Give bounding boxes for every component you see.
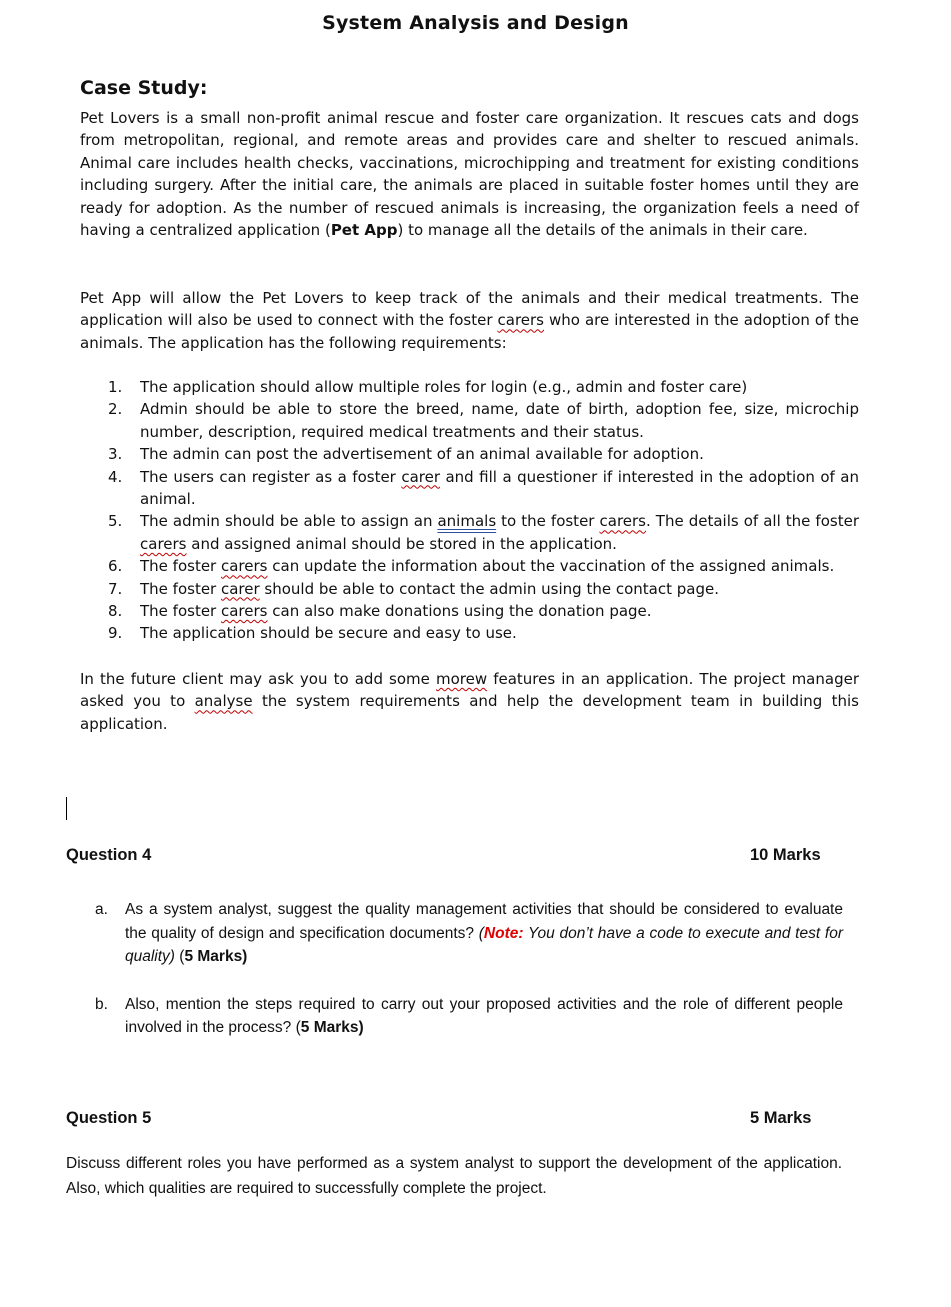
question-4-part-a: a. As a system analyst, suggest the quality management activities that should be considered to evaluate the quality of design and specification documents? (Note: You don’t have a code to execute and test for quality) (5 Marks) <box>95 901 843 965</box>
case-study-paragraph-1: Pet Lovers is a small non-profit animal rescue and foster care organization. It rescues cats and dogs from metropolitan, regional, and remote areas and provides care and shelter to rescued animals. Animal care includes health checks, vaccinations, microchipping and treatment for existing conditions including surgery. After the initial care, the animals are placed in suitable foster homes until they are ready for adoption. As the number of rescued animals is increasing, the organization feels a need of having a centralized application (Pet App) to manage all the details of the animals in their care. <box>80 109 859 240</box>
spellcheck-word[interactable]: carer <box>220 579 260 598</box>
question-5-marks: 5 Marks <box>750 1109 812 1127</box>
spellcheck-word[interactable]: carers <box>220 557 268 576</box>
spellcheck-word[interactable]: carers <box>497 311 544 330</box>
case-study-paragraph-2: Pet App will allow the Pet Lovers to keep track of the animals and their medical treatments. The application will also be used to connect with the foster carers who are interested in the adoption of the animals. The application has the following requirements: <box>80 289 859 352</box>
list-item: 1. The application should allow multiple roles for login (e.g., admin and foster care) <box>108 378 748 396</box>
list-item: 6. The foster carers can update the information about the vaccination of the assigned animals. <box>108 557 835 576</box>
list-item: 4. The users can register as a foster carer and fill a questioner if interested in the adoption of an animal. <box>108 467 859 509</box>
list-item: 8. The foster carers can also make donations using the donation page. <box>108 602 652 621</box>
question-4-label: Question 4 <box>66 846 152 864</box>
list-item: 3. The admin can post the advertisement of an animal available for adoption. <box>108 445 704 464</box>
document-title: System Analysis and Design <box>322 12 629 34</box>
future-paragraph: In the future client may ask you to add some morew features in an application. The project manager asked you to analyse the system requirements and help the development team in building this application. <box>80 670 859 733</box>
pet-app-bold: Pet App <box>330 221 398 240</box>
case-study-heading: Case Study: <box>80 77 208 99</box>
text-cursor <box>66 797 67 820</box>
question-4-part-b: b. Also, mention the steps required to carry out your proposed activities and the role of different people involved in the process? (5 Marks) <box>95 995 843 1036</box>
question-5-label: Question 5 <box>66 1109 152 1127</box>
spellcheck-word[interactable]: carer <box>401 467 440 486</box>
spellcheck-word[interactable]: carers <box>220 602 268 621</box>
list-item: 9. The application should be secure and easy to use. <box>108 624 517 643</box>
spellcheck-word[interactable]: carers <box>140 534 187 553</box>
note-label: Note: <box>483 924 524 942</box>
spellcheck-word[interactable]: carers <box>599 512 646 531</box>
list-item: 2. Admin should be able to store the breed, name, date of birth, adoption fee, size, microchip number, description, required medical treatments and their status. <box>108 400 859 441</box>
list-item: 7. The foster carer should be able to contact the admin using the contact page. <box>108 579 719 598</box>
requirements-list <box>108 376 859 645</box>
question-5-text: Discuss different roles you have performed as a system analyst to support the development of the application. Also, which qualities are required to successfully complete the project. <box>66 1155 842 1197</box>
question-4-marks: 10 Marks <box>750 846 821 864</box>
list-item: 5. The admin should be able to assign an animals to the foster carers. The details of all the foster carers and assigned animal should be stored in the application. <box>108 512 859 553</box>
grammar-check-word[interactable]: animals <box>437 512 497 531</box>
spellcheck-word[interactable]: morew <box>435 670 488 688</box>
question-4-parts <box>95 898 843 1040</box>
spellcheck-word[interactable]: analyse <box>194 692 253 711</box>
